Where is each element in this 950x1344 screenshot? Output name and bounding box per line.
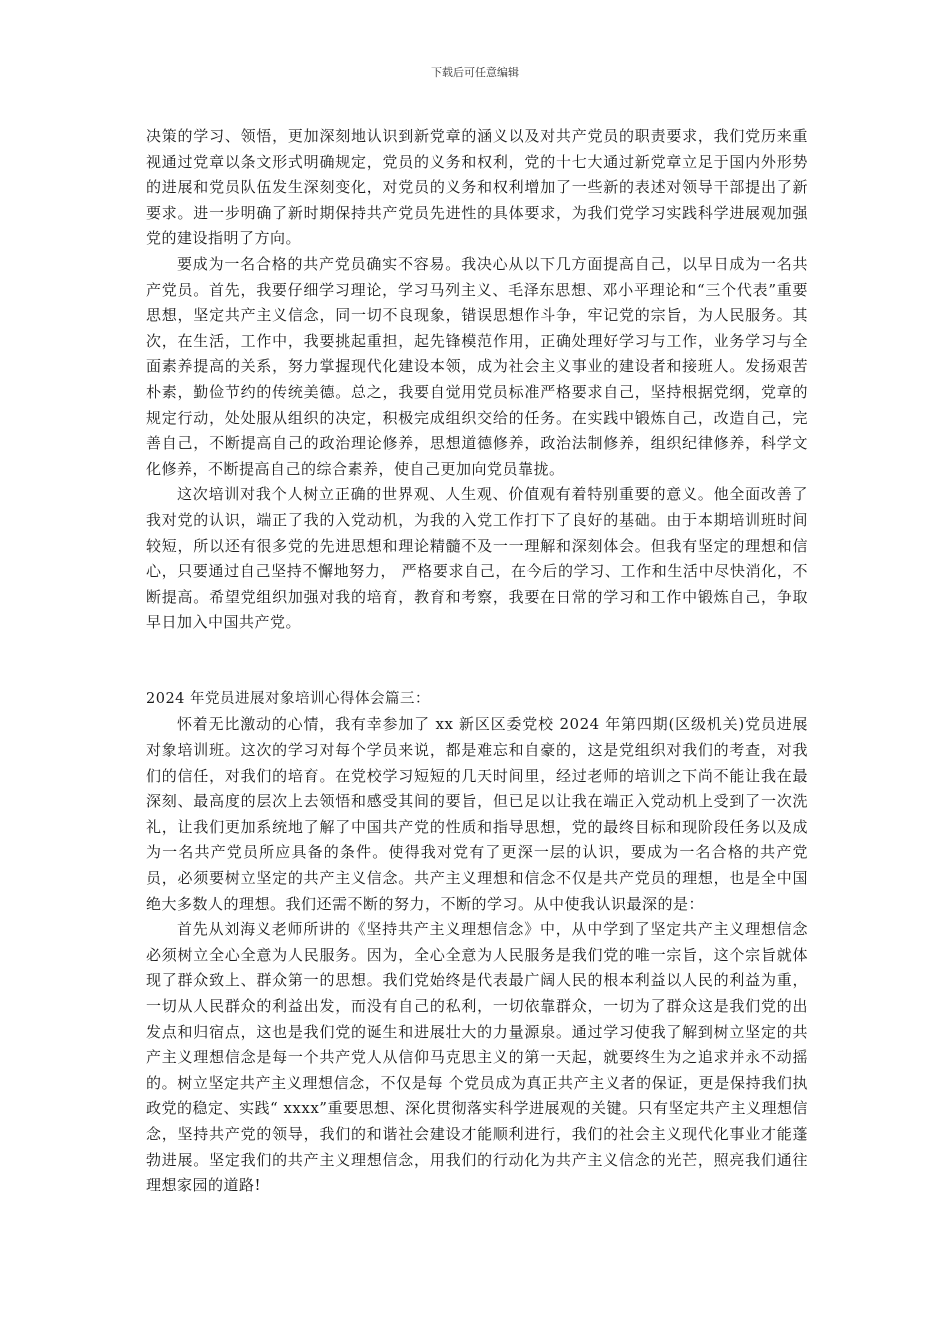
paragraph-resolution: 要成为一名合格的共产党员确实不容易。我决心从以下几方面提高自己，以早日成为一名共产党员。首先，我要仔细学习理论，学习马列主义、毛泽东思想、邓小平理论和“三个代表”重要思想，坚定共产主义信念，同一切不良现象，错误思想作斗争，牢记党的宗旨，为人民服务。其次，在生活，工作中，我要挑起重担，起先锋模范作用，正确处理好学习与工作，业务学习与全面素养提高的关系，努力掌握现代化建设本领，成为社会主义事业的建设者和接班人。发扬艰苦朴素，勤俭节约的传统美德。总之，我要自觉用党员标准严格要求自己，坚持根据党纲，党章的规定行动，处处服从组织的决定，积极完成组织交给的任务。在实践中锻炼自己，改造自己，完善自己，不断提高自己的政治理论修养，思想道德修养，政治法制修养，组织纪律修养，科学文化修养，不断提高自己的综合素养，使自己更加向党员靠拢。 [146, 254, 808, 478]
paragraph-ideal-belief: 首先从刘海义老师所讲的《坚持共产主义理想信念》中，从中学到了坚定共产主义理想信念必须树立全心全意为人民服务。因为，全心全意为人民服务是我们党的唯一宗旨，这个宗旨就体现了群众致上、群众第一的思想。我们党始终是代表最广阔人民的根本利益以人民的利益为重，一切从人民群众的利益出发，而没有自己的私利，一切依靠群众，一切为了群众这是我们党的出发点和归宿点，这也是我们党的诞生和进展壮大的力量源泉。通过学习使我了解到树立坚定的共产主义理想信念是每一个共产党人从信仰马克思主义的第一天起，就要终生为之追求并永不动摇的。树立坚定共产主义理想信念，不仅是每 个党员成为真正共产主义者的保证，更是保持我们执政党的稳定、实践“ xxxx”重要思想、深化贯彻落实科学进展观的关键。只有坚定共产主义理想信念，坚持共产党的领导，我们的和谐社会建设才能顺利进行，我们的社会主义现代化事业才能蓬勃进展。坚定我们的共产主义理想信念，用我们的行动化为共产主义信念的光芒，照亮我们通往理想家园的道路! [146, 920, 808, 1195]
paragraph-training-significance: 这次培训对我个人树立正确的世界观、人生观、价值观有着特别重要的意义。他全面改善了我对党的认识，端正了我的入党动机，为我的入党工作打下了良好的基础。由于本期培训班时间较短，所以还有很多党的先进思想和理论精髓不及一一理解和深刻体会。但我有坚定的理想和信心，只要通过自己坚持不懈地努力， 严格要求自己，在今后的学习、工作和生活中尽快消化，不断提高。希望党组织加强对我的培育，教育和考察，我要在日常的学习和工作中锻炼自己，争取早日加入中国共产党。 [146, 485, 808, 632]
paragraph-continuation: 决策的学习、领悟，更加深刻地认识到新党章的涵义以及对共产党员的职责要求，我们党历来重视通过党章以条文形式明确规定，党员的义务和权利，党的十七大通过新党章立足于国内外形势的进展和党员队伍发生深刻变化，对党员的义务和权利增加了一些新的表述对领导干部提出了新要求。进一步明确了新时期保持共产党员先进性的具体要求，为我们党学习实践科学进展观加强党的建设指明了方向。 [146, 127, 808, 248]
section-title: 2024 年党员进展对象培训心得体会篇三： [146, 690, 431, 707]
section-spacer [146, 636, 808, 687]
paragraph-training-experience: 怀着无比激动的心情，我有幸参加了 xx 新区区委党校 2024 年第四期(区级机关)党员进展对象培训班。这次的学习对每个学员来说，都是难忘和自豪的，这是党组织对我们的考查，对我们的信任，对我们的培育。在党校学习短短的几天时间里，经过老师的培训之下尚不能让我在最深刻、最高度的层次上去领悟和感受其间的要旨，但已足以让我在端正入党动机上受到了一次洗礼，让我们更加系统地了解了中国共产党的性质和指导思想，党的最终目标和现阶段任务以及成为一名共产党员所应具备的条件。使得我对党有了更深一层的认识，要成为一名合格的共产党员，必须要树立坚定的共产主义信念。共产主义理想和信念不仅是共产党员的理想，也是全中国绝大多数人的理想。我们还需不断的努力，不断的学习。从中使我认识最深的是： [146, 715, 808, 913]
document-body [146, 124, 808, 1199]
page-header-note: 下载后可任意编辑 [431, 66, 519, 79]
